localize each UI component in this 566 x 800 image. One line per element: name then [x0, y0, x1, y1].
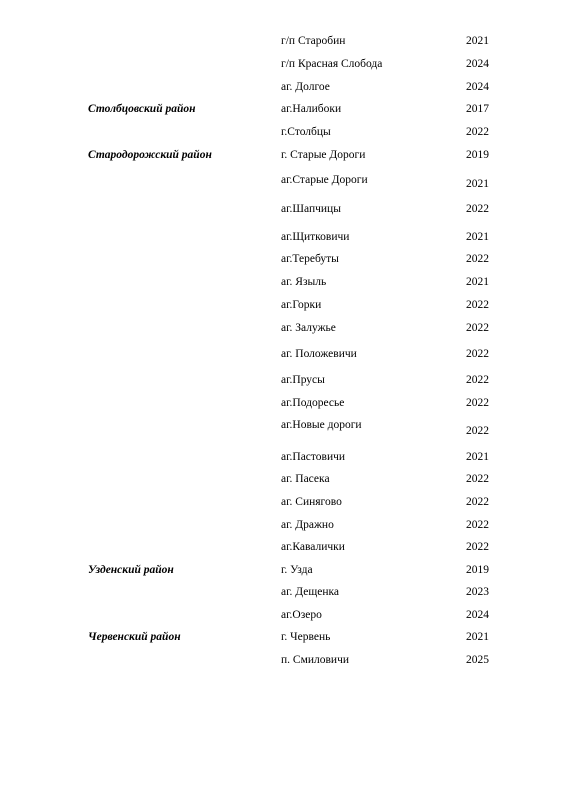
- year-value: 2022: [466, 425, 489, 437]
- year-value: 2022: [466, 397, 489, 409]
- table-row: [0, 346, 566, 362]
- settlement-name: г. Старые Дороги: [281, 149, 366, 161]
- settlement-name: аг.Подоресье: [281, 397, 345, 409]
- table-row: [0, 33, 566, 49]
- year-value: 2021: [466, 231, 489, 243]
- table-row: [0, 201, 566, 217]
- year-value: 2022: [466, 473, 489, 485]
- year-value: 2022: [466, 203, 489, 215]
- settlement-name: аг.Налибоки: [281, 103, 342, 115]
- table-row: [0, 607, 566, 623]
- table-row: [0, 101, 566, 117]
- settlement-name: аг.Щитковичи: [281, 231, 350, 243]
- table-row: [0, 652, 566, 668]
- settlement-name: аг.Горки: [281, 299, 322, 311]
- year-value: 2022: [466, 299, 489, 311]
- year-value: 2024: [466, 609, 489, 621]
- settlement-name: аг. Синягово: [281, 496, 342, 508]
- settlement-name: аг.Озеро: [281, 609, 322, 621]
- table-row: [0, 539, 566, 555]
- settlement-name: аг. Долгое: [281, 81, 330, 93]
- table-row: [0, 320, 566, 336]
- table-row: [0, 56, 566, 72]
- year-value: 2022: [466, 519, 489, 531]
- settlement-name: аг. Дещенка: [281, 586, 339, 598]
- table-row: [0, 274, 566, 290]
- year-value: 2022: [466, 348, 489, 360]
- table-row: [0, 395, 566, 411]
- settlement-name: аг.Теребуты: [281, 253, 339, 265]
- table-row: [0, 517, 566, 533]
- table-row: [0, 79, 566, 95]
- year-value: 2021: [466, 276, 489, 288]
- settlement-name: аг. Положевичи: [281, 348, 357, 360]
- settlement-name: аг.Шапчицы: [281, 203, 341, 215]
- year-value: 2024: [466, 81, 489, 93]
- year-value: 2021: [466, 35, 489, 47]
- settlement-name: аг.Старые Дороги: [281, 174, 368, 186]
- year-value: 2022: [466, 496, 489, 508]
- settlement-name: г/п Красная Слобода: [281, 58, 383, 70]
- settlement-name: аг. Залужье: [281, 322, 336, 334]
- year-value: 2019: [466, 149, 489, 161]
- table-row: [0, 297, 566, 313]
- settlement-name: аг. Дражно: [281, 519, 334, 531]
- settlement-name: аг.Кавалички: [281, 541, 345, 553]
- district-name: Стародорожский район: [88, 149, 212, 161]
- settlement-name: аг.Новые дороги: [281, 419, 362, 431]
- table-row: [0, 562, 566, 578]
- year-value: 2022: [466, 322, 489, 334]
- table-row: [0, 251, 566, 267]
- year-value: 2025: [466, 654, 489, 666]
- table-row: [0, 494, 566, 510]
- table-row: [0, 229, 566, 245]
- year-value: 2022: [466, 374, 489, 386]
- table-row: [0, 449, 566, 465]
- district-name: Червенский район: [88, 631, 181, 643]
- district-name: Столбцовский район: [88, 103, 196, 115]
- table-row: [0, 124, 566, 140]
- table-row: [0, 147, 566, 163]
- year-value: 2022: [466, 541, 489, 553]
- table-row: [0, 471, 566, 487]
- settlement-name: п. Смиловичи: [281, 654, 350, 666]
- year-value: 2021: [466, 178, 489, 190]
- year-value: 2021: [466, 451, 489, 463]
- settlement-name: г. Червень: [281, 631, 331, 643]
- settlement-name: аг.Пастовичи: [281, 451, 346, 463]
- year-value: 2017: [466, 103, 489, 115]
- settlement-name: аг.Прусы: [281, 374, 325, 386]
- table-row: [0, 417, 566, 437]
- table-row: [0, 584, 566, 600]
- table-row: [0, 172, 566, 188]
- year-value: 2022: [466, 126, 489, 138]
- settlement-name: г/п Старобин: [281, 35, 346, 47]
- year-value: 2023: [466, 586, 489, 598]
- year-value: 2019: [466, 564, 489, 576]
- table-row: [0, 629, 566, 645]
- settlement-name: г.Столбцы: [281, 126, 331, 138]
- district-name: Узденский район: [88, 564, 174, 576]
- table-row: [0, 372, 566, 388]
- settlement-name: аг. Языль: [281, 276, 327, 288]
- settlement-name: аг. Пасека: [281, 473, 330, 485]
- settlement-name: г. Узда: [281, 564, 313, 576]
- year-value: 2021: [466, 631, 489, 643]
- year-value: 2022: [466, 253, 489, 265]
- year-value: 2024: [466, 58, 489, 70]
